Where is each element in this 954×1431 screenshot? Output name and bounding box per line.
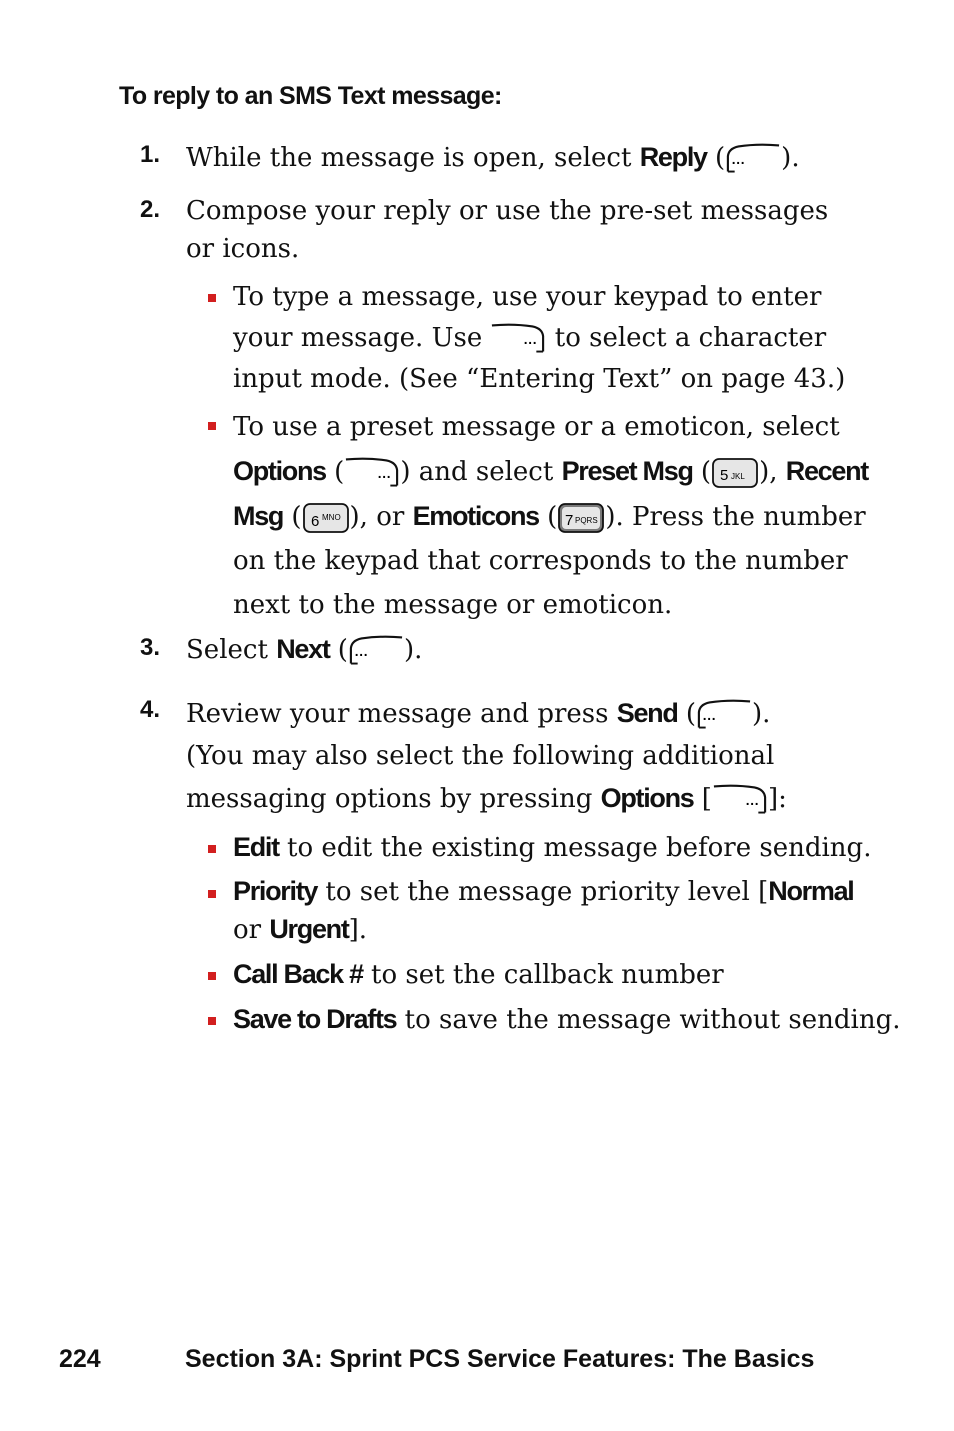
key-5-icon xyxy=(711,456,759,490)
svg-text:5: 5 xyxy=(720,467,729,484)
left-softkey-icon xyxy=(696,698,752,732)
options-key-label: Options xyxy=(600,783,694,813)
section-heading: To reply to an SMS Text message: xyxy=(119,82,502,110)
section-footer: Section 3A: Sprint PCS Service Features: The Basics xyxy=(185,1345,815,1373)
svg-text:JKL: JKL xyxy=(731,472,745,481)
option-label: Call Back # xyxy=(233,959,363,989)
option-save-drafts: Save to Drafts to save the message without sending. xyxy=(233,1004,901,1035)
send-key-label: Send xyxy=(616,698,678,728)
option-edit: Edit to edit the existing message before sending. xyxy=(233,832,872,863)
svg-text:6: 6 xyxy=(310,513,319,530)
bullet-marker xyxy=(208,972,216,980)
option-callback: Call Back # to set the callback number xyxy=(233,959,724,990)
bullet-marker xyxy=(208,1017,216,1025)
option-priority: Priority to set the message priority level [Normal or Urgent]. xyxy=(233,876,854,945)
step-4-text: Review your message and press Send ( ). (You may also select the following additional messaging options by pressing Options [ ]: xyxy=(186,692,836,820)
bullet-marker xyxy=(208,890,216,898)
bullet-marker xyxy=(208,294,216,302)
step-2-text: Compose your reply or use the pre-set messages or icons. xyxy=(186,196,829,264)
urgent-label: Urgent xyxy=(269,914,349,944)
step-number: 1. xyxy=(140,141,161,168)
bullet-marker xyxy=(208,845,216,853)
left-softkey-icon xyxy=(725,142,781,176)
key-6-icon xyxy=(302,501,350,535)
step-number: 2. xyxy=(140,196,161,223)
right-softkey-icon xyxy=(344,456,400,490)
step-1-text: While the message is open, select Reply ( ). xyxy=(186,138,886,177)
options-key-label: Options xyxy=(233,456,326,486)
page-number: 224 xyxy=(59,1345,101,1373)
left-softkey-icon xyxy=(348,634,404,668)
bullet-marker xyxy=(208,422,216,430)
bullet-preset-message: To use a preset message or a emoticon, select Options ( ) and select Preset Msg ( 5 JKL ), Recent Msg ( 6 MNO ), or Emoticons ( 7 PQRS ). Press the number on the keypad that corresponds to the number next to the message or emoticon. xyxy=(233,412,868,620)
option-label: Save to Drafts xyxy=(233,1004,397,1034)
svg-text:7: 7 xyxy=(565,512,574,529)
option-label: Edit xyxy=(233,832,279,862)
emoticons-label: Emoticons xyxy=(412,501,539,531)
bullet-type-message: To type a message, use your keypad to enter your message. Use to select a character input mode. (See “Entering Text” on page 43.) xyxy=(233,282,846,394)
right-softkey-icon xyxy=(712,783,768,817)
step-number: 3. xyxy=(140,634,161,661)
recent-msg-label: Recent Msg xyxy=(233,456,868,531)
normal-label: Normal xyxy=(768,876,854,906)
right-softkey-icon xyxy=(490,322,546,356)
preset-msg-label: Preset Msg xyxy=(561,456,693,486)
step-number: 4. xyxy=(140,696,161,723)
svg-text:PQRS: PQRS xyxy=(575,516,598,525)
step-3-text: Select Next ( ). xyxy=(186,630,886,669)
next-key-label: Next xyxy=(276,634,330,664)
reply-key-label: Reply xyxy=(639,142,707,172)
option-label: Priority xyxy=(233,876,318,906)
key-7-icon xyxy=(557,501,605,535)
svg-text:MNO: MNO xyxy=(321,513,341,522)
